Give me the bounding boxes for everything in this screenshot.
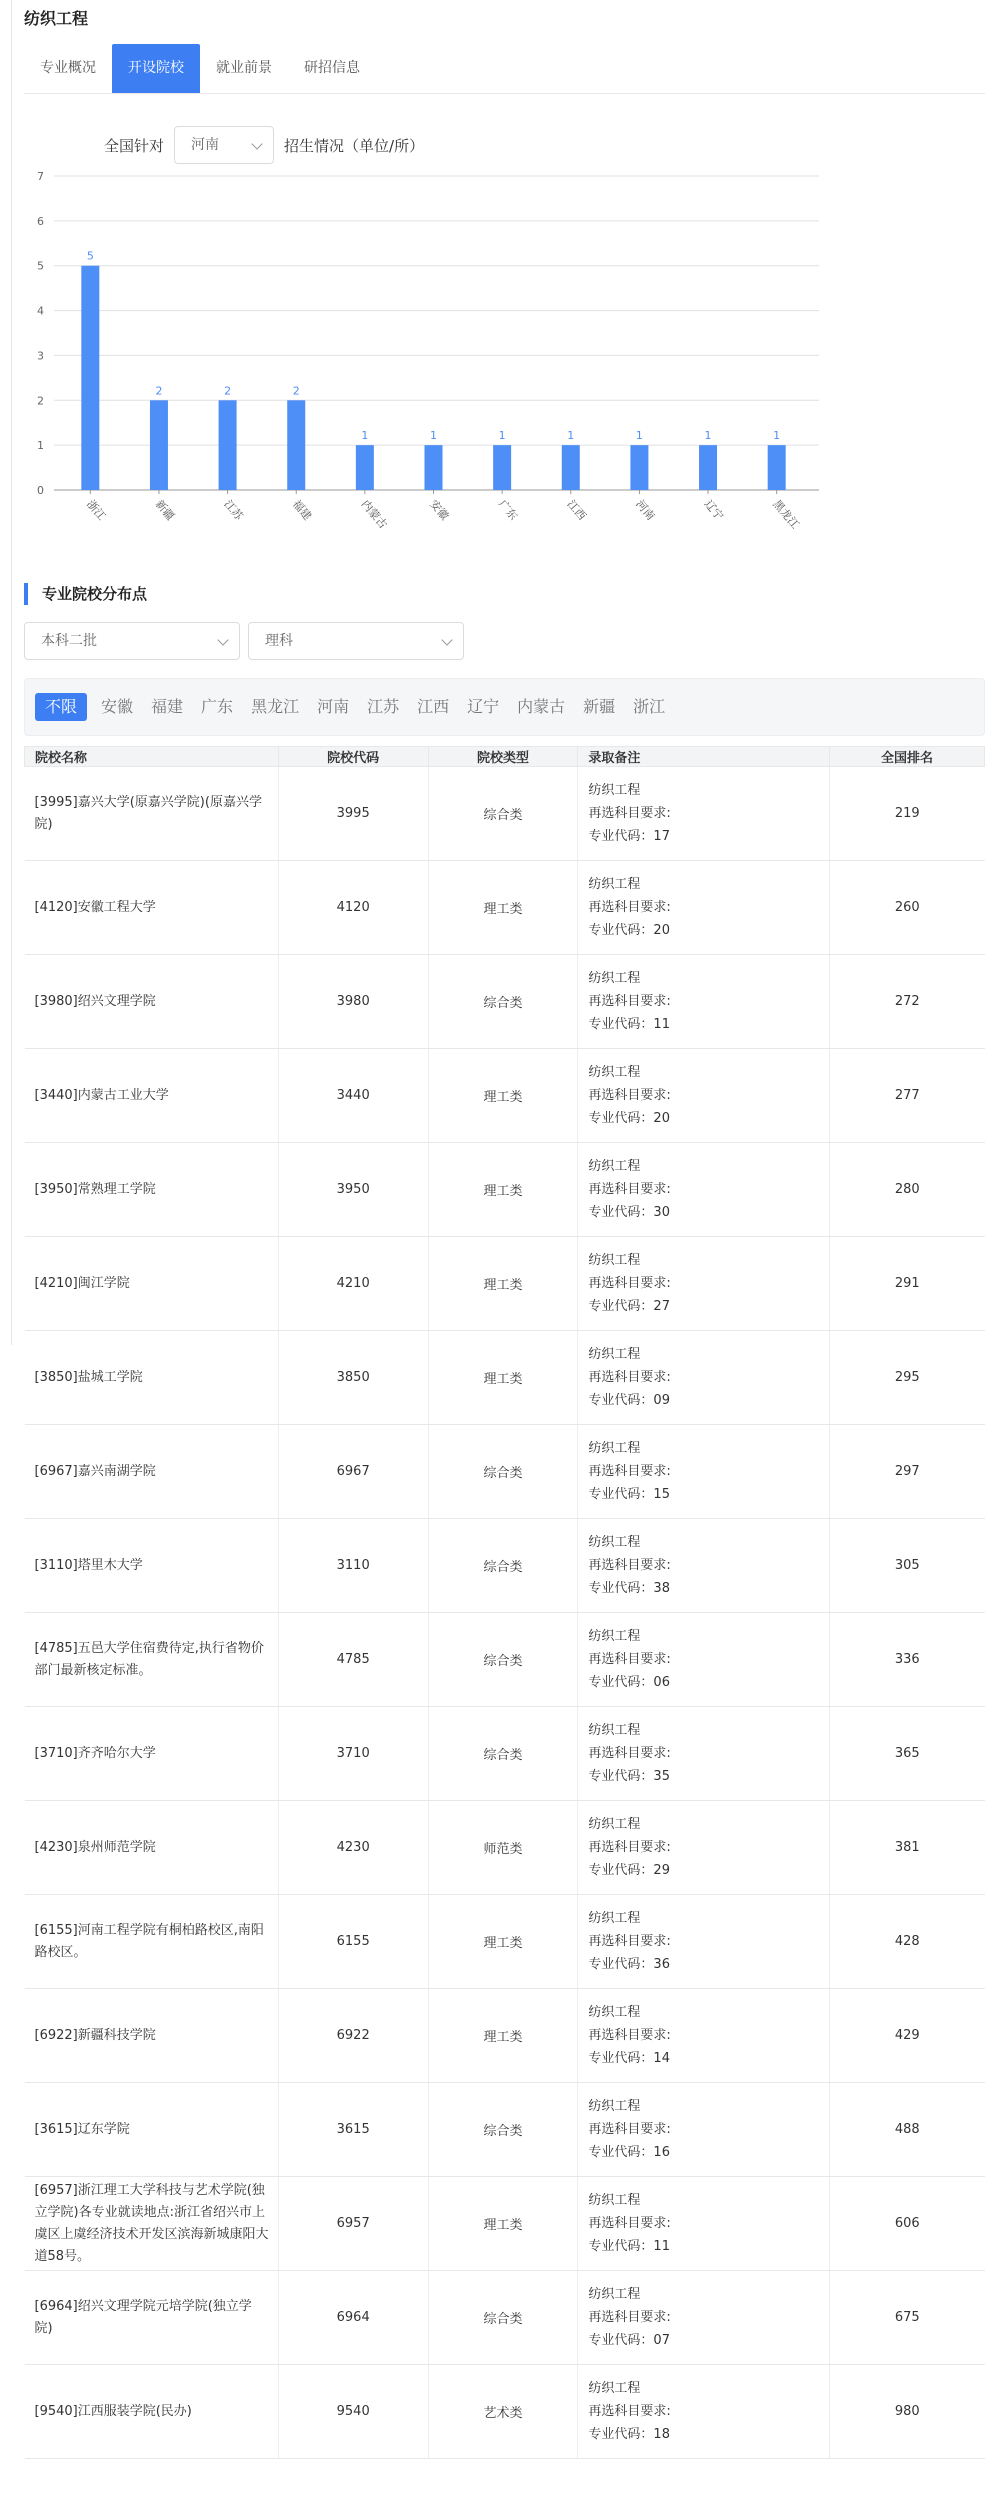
province-chip[interactable]: 辽宁 bbox=[467, 697, 500, 716]
admission-note bbox=[578, 1989, 830, 2083]
school-type: 综合类 bbox=[428, 1707, 578, 1801]
note-major: 纺织工程 bbox=[588, 1347, 641, 1362]
note-major-code bbox=[588, 1013, 829, 1036]
school-type: 理工类 bbox=[428, 1143, 578, 1237]
school-name[interactable]: [6964]绍兴文理学院元培学院(独立学院) bbox=[25, 2271, 279, 2365]
x-tick-label: 浙江 bbox=[84, 497, 109, 523]
x-tick-label: 内蒙古 bbox=[358, 497, 390, 532]
school-type: 理工类 bbox=[428, 1989, 578, 2083]
note-major: 纺织工程 bbox=[588, 2287, 641, 2302]
section-title: 专业院校分布点 bbox=[24, 583, 147, 605]
data-label: 1 bbox=[704, 429, 712, 443]
note-requirement: 再选科目要求: bbox=[588, 2122, 671, 2137]
school-name[interactable]: [4230]泉州师范学院 bbox=[25, 1801, 279, 1895]
table-row bbox=[25, 955, 985, 1049]
national-rank: 291 bbox=[830, 1237, 985, 1331]
table-row bbox=[25, 1895, 985, 1989]
bar[interactable] bbox=[699, 445, 717, 490]
note-code-prefix: 专业代码： bbox=[588, 1299, 654, 1314]
bar[interactable] bbox=[493, 445, 511, 490]
note-code-prefix: 专业代码： bbox=[588, 1581, 654, 1596]
y-tick-label: 1 bbox=[37, 439, 44, 453]
note-major-code bbox=[588, 1953, 829, 1976]
admission-note bbox=[578, 1519, 830, 1613]
school-name[interactable]: [3440]内蒙古工业大学 bbox=[25, 1049, 279, 1143]
school-type: 艺术类 bbox=[428, 2365, 578, 2459]
province-chip-all[interactable]: 不限 bbox=[35, 693, 87, 721]
note-code-value: 17 bbox=[653, 829, 670, 844]
note-code-value: 11 bbox=[653, 2239, 670, 2254]
province-chip[interactable]: 福建 bbox=[151, 697, 184, 716]
school-code: 6155 bbox=[278, 1895, 428, 1989]
note-code-value: 30 bbox=[653, 1205, 670, 1220]
school-code: 9540 bbox=[278, 2365, 428, 2459]
note-major: 纺织工程 bbox=[588, 1253, 641, 1268]
tab-bar bbox=[24, 44, 985, 94]
note-requirement: 再选科目要求: bbox=[588, 1652, 671, 1667]
table-row bbox=[25, 1801, 985, 1895]
note-major: 纺织工程 bbox=[588, 1065, 641, 1080]
national-rank: 429 bbox=[830, 1989, 985, 2083]
note-major: 纺织工程 bbox=[588, 1159, 641, 1174]
note-code-value: 36 bbox=[653, 1957, 670, 1972]
national-rank: 980 bbox=[830, 2365, 985, 2459]
admission-note bbox=[578, 1707, 830, 1801]
table-row bbox=[25, 1143, 985, 1237]
data-label: 2 bbox=[224, 384, 232, 398]
school-code: 3110 bbox=[278, 1519, 428, 1613]
chevron-down-icon bbox=[251, 138, 262, 149]
data-label: 1 bbox=[635, 429, 643, 443]
bar[interactable] bbox=[219, 400, 237, 490]
x-tick-label: 新疆 bbox=[152, 497, 177, 523]
school-name[interactable]: [6957]浙江理工大学科技与艺术学院(独立学院)各专业就读地点:浙江省绍兴市上虞区上虞经济技术开发区滨海新城康阳大道58号。 bbox=[25, 2177, 279, 2271]
admission-note bbox=[578, 1331, 830, 1425]
note-code-prefix: 专业代码： bbox=[588, 2333, 654, 2348]
school-type: 理工类 bbox=[428, 1049, 578, 1143]
note-code-value: 18 bbox=[653, 2427, 670, 2442]
note-requirement: 再选科目要求: bbox=[588, 1088, 671, 1103]
school-name[interactable]: [6155]河南工程学院有桐柏路校区,南阳路校区。 bbox=[25, 1895, 279, 1989]
national-rank: 381 bbox=[830, 1801, 985, 1895]
national-rank: 305 bbox=[830, 1519, 985, 1613]
school-type: 理工类 bbox=[428, 2177, 578, 2271]
school-code: 4210 bbox=[278, 1237, 428, 1331]
page-title: 纺织工程 bbox=[24, 9, 89, 28]
note-requirement: 再选科目要求: bbox=[588, 994, 671, 1009]
school-type: 师范类 bbox=[428, 1801, 578, 1895]
x-tick-label: 广东 bbox=[495, 497, 520, 523]
note-code-value: 07 bbox=[653, 2333, 670, 2348]
note-code-prefix: 专业代码： bbox=[588, 1863, 654, 1878]
national-rank: 675 bbox=[830, 2271, 985, 2365]
note-major-code bbox=[588, 2141, 829, 2164]
table-row bbox=[25, 1049, 985, 1143]
note-major-code bbox=[588, 1201, 829, 1224]
school-name[interactable]: [4120]安徽工程大学 bbox=[25, 861, 279, 955]
y-tick-label: 3 bbox=[37, 349, 44, 363]
bar[interactable] bbox=[768, 445, 786, 490]
province-chip[interactable]: 内蒙古 bbox=[517, 697, 566, 716]
admission-note bbox=[578, 1425, 830, 1519]
subject-select[interactable] bbox=[248, 622, 464, 660]
chevron-down-icon bbox=[217, 634, 228, 645]
school-code: 4785 bbox=[278, 1613, 428, 1707]
school-name[interactable]: [6967]嘉兴南湖学院 bbox=[25, 1425, 279, 1519]
bar[interactable] bbox=[150, 400, 168, 490]
note-code-prefix: 专业代码： bbox=[588, 1205, 654, 1220]
note-requirement: 再选科目要求: bbox=[588, 2310, 671, 2325]
national-rank: 365 bbox=[830, 1707, 985, 1801]
note-code-prefix: 专业代码： bbox=[588, 829, 654, 844]
filter-suffix: 招生情况（单位/所） bbox=[284, 136, 425, 155]
province-chip[interactable]: 河南 bbox=[317, 697, 350, 716]
note-code-value: 11 bbox=[653, 1017, 670, 1032]
province-filter-bar bbox=[24, 678, 985, 736]
note-code-prefix: 专业代码： bbox=[588, 1957, 654, 1972]
admission-note bbox=[578, 955, 830, 1049]
header-school-name: 院校名称 bbox=[25, 747, 279, 767]
province-chip[interactable]: 安徽 bbox=[101, 697, 134, 716]
school-type: 综合类 bbox=[428, 1425, 578, 1519]
school-name[interactable]: [9540]江西服装学院(民办) bbox=[25, 2365, 279, 2459]
school-type: 综合类 bbox=[428, 2271, 578, 2365]
table-row bbox=[25, 1425, 985, 1519]
province-chip[interactable]: 广东 bbox=[201, 697, 234, 716]
y-tick-label: 5 bbox=[37, 259, 44, 273]
province-filter-line bbox=[104, 125, 424, 165]
table-row bbox=[25, 767, 985, 861]
province-chip[interactable]: 浙江 bbox=[633, 697, 666, 716]
school-code: 6967 bbox=[278, 1425, 428, 1519]
note-requirement: 再选科目要求: bbox=[588, 900, 671, 915]
school-name[interactable]: [3110]塔里木大学 bbox=[25, 1519, 279, 1613]
school-code: 3710 bbox=[278, 1707, 428, 1801]
note-major: 纺织工程 bbox=[588, 783, 641, 798]
admission-note bbox=[578, 1613, 830, 1707]
x-tick-label: 辽宁 bbox=[701, 497, 726, 523]
note-requirement: 再选科目要求: bbox=[588, 1276, 671, 1291]
filter-prefix: 全国针对 bbox=[104, 136, 165, 155]
x-tick-label: 安徽 bbox=[427, 497, 452, 523]
note-code-value: 06 bbox=[653, 1675, 670, 1690]
school-name[interactable]: [3850]盐城工学院 bbox=[25, 1331, 279, 1425]
header-school-code: 院校代码 bbox=[278, 747, 428, 767]
admission-note bbox=[578, 767, 830, 861]
note-major: 纺织工程 bbox=[588, 2381, 641, 2396]
national-rank: 280 bbox=[830, 1143, 985, 1237]
data-label: 2 bbox=[292, 384, 300, 398]
school-code: 3850 bbox=[278, 1331, 428, 1425]
header-school-type: 院校类型 bbox=[428, 747, 578, 767]
note-requirement: 再选科目要求: bbox=[588, 1840, 671, 1855]
bar[interactable] bbox=[425, 445, 443, 490]
admission-note bbox=[578, 1143, 830, 1237]
school-type: 综合类 bbox=[428, 1613, 578, 1707]
note-requirement: 再选科目要求: bbox=[588, 1558, 671, 1573]
note-major: 纺织工程 bbox=[588, 877, 641, 892]
note-major: 纺织工程 bbox=[588, 1629, 641, 1644]
note-requirement: 再选科目要求: bbox=[588, 2216, 671, 2231]
note-code-value: 15 bbox=[653, 1487, 670, 1502]
province-select[interactable] bbox=[174, 126, 274, 164]
data-label: 5 bbox=[86, 249, 94, 263]
bar[interactable] bbox=[630, 445, 648, 490]
school-name[interactable]: [3980]绍兴文理学院 bbox=[25, 955, 279, 1049]
province-select-value: 河南 bbox=[191, 137, 220, 153]
table-row bbox=[25, 2177, 985, 2271]
school-name[interactable]: [6922]新疆科技学院 bbox=[25, 1989, 279, 2083]
x-tick-label: 河南 bbox=[633, 497, 658, 523]
note-major: 纺织工程 bbox=[588, 1535, 641, 1550]
note-major-code bbox=[588, 919, 829, 942]
national-rank: 297 bbox=[830, 1425, 985, 1519]
school-code: 3980 bbox=[278, 955, 428, 1049]
note-requirement: 再选科目要求: bbox=[588, 806, 671, 821]
school-name[interactable]: [3950]常熟理工学院 bbox=[25, 1143, 279, 1237]
national-rank: 219 bbox=[830, 767, 985, 861]
note-major-code bbox=[588, 2235, 829, 2258]
tab-overview[interactable]: 专业概况 bbox=[40, 60, 96, 76]
admission-note bbox=[578, 1237, 830, 1331]
note-major-code bbox=[588, 2329, 829, 2352]
batch-select-value: 本科二批 bbox=[41, 633, 97, 649]
admission-note bbox=[578, 2271, 830, 2365]
note-code-value: 09 bbox=[653, 1393, 670, 1408]
y-tick-label: 0 bbox=[37, 484, 44, 497]
school-name[interactable]: [3995]嘉兴大学(原嘉兴学院)(原嘉兴学院) bbox=[25, 767, 279, 861]
note-code-prefix: 专业代码： bbox=[588, 2239, 654, 2254]
table-row bbox=[25, 2365, 985, 2459]
y-tick-label: 2 bbox=[37, 394, 44, 408]
note-code-value: 35 bbox=[653, 1769, 670, 1784]
province-chip[interactable]: 江苏 bbox=[367, 697, 400, 716]
note-major-code bbox=[588, 1389, 829, 1412]
bar[interactable] bbox=[81, 266, 99, 490]
header-admission-note: 录取备注 bbox=[578, 747, 830, 767]
note-requirement: 再选科目要求: bbox=[588, 1934, 671, 1949]
note-code-value: 20 bbox=[653, 1111, 670, 1126]
y-tick-label: 4 bbox=[37, 304, 44, 318]
note-code-value: 29 bbox=[653, 1863, 670, 1878]
note-code-prefix: 专业代码： bbox=[588, 2051, 654, 2066]
school-code: 4120 bbox=[278, 861, 428, 955]
data-label: 1 bbox=[773, 429, 781, 443]
subject-select-value: 理科 bbox=[265, 633, 293, 649]
school-type: 理工类 bbox=[428, 861, 578, 955]
school-code: 6957 bbox=[278, 2177, 428, 2271]
table-row bbox=[25, 2271, 985, 2365]
national-rank: 606 bbox=[830, 2177, 985, 2271]
tab-schools[interactable]: 开设院校 bbox=[112, 44, 200, 93]
school-name[interactable]: [4785]五邑大学住宿费待定,执行省物价部门最新核定标准。 bbox=[25, 1613, 279, 1707]
data-label: 1 bbox=[430, 429, 437, 443]
note-requirement: 再选科目要求: bbox=[588, 2404, 671, 2419]
school-table bbox=[24, 746, 985, 2459]
table-header-row bbox=[25, 747, 985, 767]
note-requirement: 再选科目要求: bbox=[588, 1464, 671, 1479]
note-code-value: 20 bbox=[653, 923, 670, 938]
table-row bbox=[25, 1331, 985, 1425]
school-type: 综合类 bbox=[428, 1519, 578, 1613]
national-rank: 428 bbox=[830, 1895, 985, 1989]
batch-select[interactable] bbox=[24, 622, 240, 660]
province-chip[interactable]: 黑龙江 bbox=[251, 697, 300, 716]
school-type: 理工类 bbox=[428, 1237, 578, 1331]
note-major-code bbox=[588, 1107, 829, 1130]
note-major-code bbox=[588, 825, 829, 848]
school-code: 6964 bbox=[278, 2271, 428, 2365]
school-name[interactable]: [3710]齐齐哈尔大学 bbox=[25, 1707, 279, 1801]
note-code-value: 16 bbox=[653, 2145, 670, 2160]
school-type: 综合类 bbox=[428, 767, 578, 861]
school-type: 综合类 bbox=[428, 2083, 578, 2177]
table-row bbox=[25, 1237, 985, 1331]
note-code-prefix: 专业代码： bbox=[588, 1017, 654, 1032]
note-requirement: 再选科目要求: bbox=[588, 1746, 671, 1761]
note-code-prefix: 专业代码： bbox=[588, 923, 654, 938]
national-rank: 260 bbox=[830, 861, 985, 955]
bar-chart bbox=[24, 165, 824, 555]
province-chip[interactable]: 江西 bbox=[417, 697, 450, 716]
admission-note bbox=[578, 2365, 830, 2459]
x-tick-label: 福建 bbox=[289, 497, 315, 523]
data-label: 1 bbox=[498, 429, 506, 443]
bar[interactable] bbox=[356, 445, 374, 490]
national-rank: 336 bbox=[830, 1613, 985, 1707]
chevron-down-icon bbox=[441, 634, 452, 645]
province-chip[interactable]: 新疆 bbox=[583, 697, 616, 716]
note-major: 纺织工程 bbox=[588, 2099, 641, 2114]
note-major: 纺织工程 bbox=[588, 2193, 641, 2208]
note-code-value: 27 bbox=[653, 1299, 670, 1314]
school-type: 综合类 bbox=[428, 955, 578, 1049]
note-major-code bbox=[588, 2047, 829, 2070]
left-divider bbox=[11, 0, 12, 1345]
admission-note bbox=[578, 1049, 830, 1143]
admission-note bbox=[578, 1895, 830, 1989]
note-major-code bbox=[588, 1295, 829, 1318]
school-code: 3995 bbox=[278, 767, 428, 861]
y-tick-label: 6 bbox=[37, 214, 44, 228]
table-row bbox=[25, 1707, 985, 1801]
note-code-prefix: 专业代码： bbox=[588, 1769, 654, 1784]
school-code: 4230 bbox=[278, 1801, 428, 1895]
national-rank: 277 bbox=[830, 1049, 985, 1143]
note-major: 纺织工程 bbox=[588, 1441, 641, 1456]
table-row bbox=[25, 1613, 985, 1707]
note-major: 纺织工程 bbox=[588, 1723, 641, 1738]
tab-graduate[interactable]: 研招信息 bbox=[304, 60, 360, 76]
note-code-prefix: 专业代码： bbox=[588, 1111, 654, 1126]
table-body bbox=[25, 767, 985, 2459]
note-major: 纺织工程 bbox=[588, 971, 641, 986]
y-tick-label: 7 bbox=[37, 170, 44, 183]
data-label: 1 bbox=[361, 429, 369, 443]
data-label: 2 bbox=[155, 384, 163, 398]
national-rank: 272 bbox=[830, 955, 985, 1049]
table-row bbox=[25, 1519, 985, 1613]
note-major: 纺织工程 bbox=[588, 1817, 641, 1832]
note-code-prefix: 专业代码： bbox=[588, 1487, 654, 1502]
note-major: 纺织工程 bbox=[588, 1911, 641, 1926]
note-code-prefix: 专业代码： bbox=[588, 2427, 654, 2442]
table-row bbox=[25, 1989, 985, 2083]
school-name[interactable]: [3615]辽东学院 bbox=[25, 2083, 279, 2177]
tab-employment[interactable]: 就业前景 bbox=[216, 60, 272, 76]
school-code: 6922 bbox=[278, 1989, 428, 2083]
note-code-value: 14 bbox=[653, 2051, 670, 2066]
admission-note bbox=[578, 861, 830, 955]
school-code: 3440 bbox=[278, 1049, 428, 1143]
national-rank: 488 bbox=[830, 2083, 985, 2177]
note-major-code bbox=[588, 1859, 829, 1882]
national-rank: 295 bbox=[830, 1331, 985, 1425]
x-tick-label: 江苏 bbox=[221, 497, 246, 523]
header-national-rank: 全国排名 bbox=[830, 747, 985, 767]
x-tick-label: 江西 bbox=[564, 497, 589, 523]
note-code-prefix: 专业代码： bbox=[588, 2145, 654, 2160]
school-code: 3615 bbox=[278, 2083, 428, 2177]
note-major: 纺织工程 bbox=[588, 2005, 641, 2020]
note-major-code bbox=[588, 2423, 829, 2446]
note-major-code bbox=[588, 1671, 829, 1694]
data-label: 1 bbox=[567, 429, 575, 443]
admission-note bbox=[578, 1801, 830, 1895]
note-code-value: 38 bbox=[653, 1581, 670, 1596]
school-name[interactable]: [4210]闽江学院 bbox=[25, 1237, 279, 1331]
note-requirement: 再选科目要求: bbox=[588, 1370, 671, 1385]
note-requirement: 再选科目要求: bbox=[588, 2028, 671, 2043]
school-type: 理工类 bbox=[428, 1895, 578, 1989]
admission-note bbox=[578, 2083, 830, 2177]
note-code-prefix: 专业代码： bbox=[588, 1675, 654, 1690]
note-major-code bbox=[588, 1765, 829, 1788]
admission-note bbox=[578, 2177, 830, 2271]
x-tick-label: 黑龙江 bbox=[770, 497, 802, 532]
table-row bbox=[25, 2083, 985, 2177]
table-row bbox=[25, 861, 985, 955]
note-requirement: 再选科目要求: bbox=[588, 1182, 671, 1197]
note-major-code bbox=[588, 1483, 829, 1506]
bar[interactable] bbox=[562, 445, 580, 490]
school-code: 3950 bbox=[278, 1143, 428, 1237]
note-code-prefix: 专业代码： bbox=[588, 1393, 654, 1408]
note-major-code bbox=[588, 1577, 829, 1600]
school-type: 理工类 bbox=[428, 1331, 578, 1425]
bar[interactable] bbox=[287, 400, 305, 490]
